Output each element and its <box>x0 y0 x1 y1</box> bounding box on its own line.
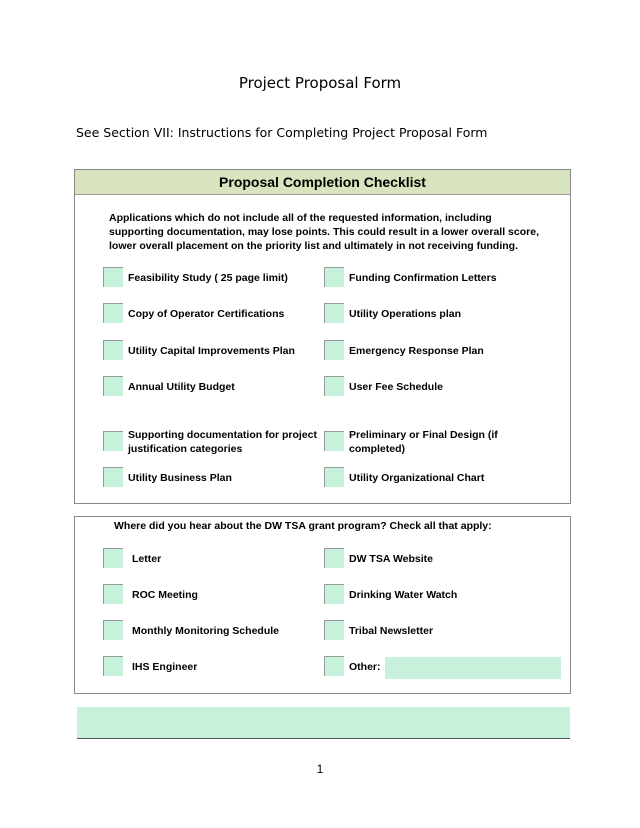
label-operations-plan: Utility Operations plan <box>349 308 462 320</box>
section-reference: See Section VII: Instructions for Completing Project Proposal Form <box>76 125 488 140</box>
page-title: Project Proposal Form <box>238 74 402 92</box>
label-annual-budget: Annual Utility Budget <box>128 381 235 393</box>
checkbox-capital-improvements[interactable] <box>103 340 123 360</box>
label-supporting-documentation: Supporting documentation for project justification categories <box>128 429 317 455</box>
checkbox-dw-tsa-website[interactable] <box>324 548 344 568</box>
checkbox-letter[interactable] <box>103 548 123 568</box>
label-tribal-newsletter: Tribal Newsletter <box>349 625 434 637</box>
label-monthly-monitoring: Monthly Monitoring Schedule <box>132 625 279 637</box>
checkbox-business-plan[interactable] <box>103 467 123 487</box>
label-ihs-engineer: IHS Engineer <box>132 661 198 673</box>
checklist-box <box>74 169 571 504</box>
checkbox-funding-confirmation[interactable] <box>324 267 344 287</box>
checkbox-tribal-newsletter[interactable] <box>324 620 344 640</box>
checkbox-annual-budget[interactable] <box>103 376 123 396</box>
referral-question: Where did you hear about the DW TSA grant program? Check all that apply: <box>114 520 492 532</box>
referral-box <box>74 516 571 694</box>
label-user-fee-schedule: User Fee Schedule <box>349 381 443 393</box>
label-letter: Letter <box>132 553 162 565</box>
label-other: Other: <box>349 661 381 673</box>
label-dw-tsa-website: DW TSA Website <box>349 553 434 565</box>
checkbox-drinking-water-watch[interactable] <box>324 584 344 604</box>
label-funding-confirmation: Funding Confirmation Letters <box>349 272 497 284</box>
checkbox-user-fee-schedule[interactable] <box>324 376 344 396</box>
checkbox-ihs-engineer[interactable] <box>103 656 123 676</box>
label-feasibility-study: Feasibility Study ( 25 page limit) <box>128 272 288 284</box>
label-drinking-water-watch: Drinking Water Watch <box>349 589 458 601</box>
label-capital-improvements: Utility Capital Improvements Plan <box>128 345 295 357</box>
checkbox-roc-meeting[interactable] <box>103 584 123 604</box>
label-organizational-chart: Utility Organizational Chart <box>349 472 485 484</box>
label-preliminary-design: Preliminary or Final Design (if completed) <box>349 429 498 455</box>
checklist-intro: Applications which do not include all of the requested information, including supporting documentation, may lose points. This could result in a lower overall score, lower overall placement on the priority list and ultimately in not receiving funding. <box>109 212 539 252</box>
checkbox-other[interactable] <box>324 656 344 676</box>
checkbox-organizational-chart[interactable] <box>324 467 344 487</box>
label-business-plan: Utility Business Plan <box>128 472 232 484</box>
checklist-header: Proposal Completion Checklist <box>75 170 570 195</box>
checkbox-monthly-monitoring[interactable] <box>103 620 123 640</box>
other-text-field[interactable] <box>385 657 561 679</box>
label-emergency-response: Emergency Response Plan <box>349 345 484 357</box>
checkbox-feasibility-study[interactable] <box>103 267 123 287</box>
page-number: 1 <box>316 762 324 776</box>
bottom-entry-field[interactable] <box>77 707 570 739</box>
label-roc-meeting: ROC Meeting <box>132 589 198 601</box>
checkbox-supporting-documentation[interactable] <box>103 431 123 451</box>
checkbox-emergency-response[interactable] <box>324 340 344 360</box>
checkbox-operations-plan[interactable] <box>324 303 344 323</box>
label-operator-certifications: Copy of Operator Certifications <box>128 308 285 320</box>
checkbox-operator-certifications[interactable] <box>103 303 123 323</box>
checkbox-preliminary-design[interactable] <box>324 431 344 451</box>
